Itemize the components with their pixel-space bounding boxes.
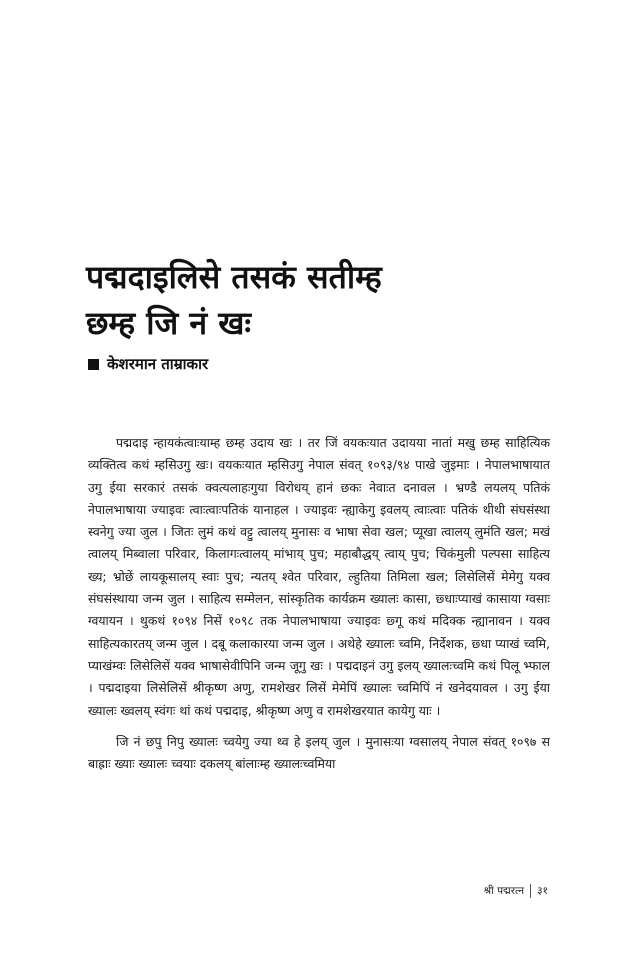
footer-separator [530, 884, 531, 898]
title-line-2: छम्ह जि नं खः [86, 304, 251, 342]
paragraph-2: जि नं छपु निपु ख्यालः च्वयेगु ज्या थ्व हे इलय् जुल । मुनासःया ग्वसालय् नेपाल संवत् १०९७ स बाह्राः ख्याः ख्यालः च्वयाः दकलय् बांलाःम्ह ख्यालःच्वमिया [88, 733, 550, 772]
title-line-1: पद्मदाइलिसे तसकं सतीम्ह [86, 258, 382, 296]
paragraph-1: पद्मदाइ न्हायकंत्वाःयाम्ह छम्ह उदाय खः । तर जिं वयकःयात उदायया नातां मखु छम्ह साहित्यिक व्यक्तित्व कथं म्हसिउगु खः। वयकःयात म्हसिउगु नेपाल संवत् १०९३/९४ पाखे जुइमाः । नेपालभाषायात उगु ईया सरकारं तसकं क्वत्यलाहःगुया विरोधय् हानं छकः नेवाःत दनावल । भ्रण्डै लयलय् पतिकं नेपालभाषाया ज्याइवः त्वाःत्वाःपतिकं यानाहल । ज्याइवः न्ह्याकेगु इवलय् त्वाःत्वाः पतिकं थीथी संघसंस्था स्वनेगु ज्या जुल । जितः लुमं कथं वट्टु त्वालय् मुनासः व भाषा सेवा खल; प्यूखा त्वालय् लुमंति खल; मखं त्वालय् मिब्वाला परिवार, किलागःत्वालय् मांभाय् पुच; महाबौद्धय् त्वाय् पुच; चिकंमुली पल्पसा साहित्य ख्य; भ्रोछें लायकूसालय् स्वाः पुच; न्यतय् श्वेत परिवार, ल्हुतिया तिमिला खल; लिसेलिसें मेमेगु यक्व संघसंस्थाया जन्म जुल । साहित्य सम्मेलन, सांस्कृतिक कार्यक्रम ख्यालः कासा, छ्धाःप्याखं कासाया ग्वसाः ग्वयायन । थुकथं १०९४ निसें १०९८ तक नेपालभाषाया ज्याइवः छ्गू कथं मदिक्क न्ह्यानावन । यक्व साहित्यकारतय् जन्म जुल । दबू कलाकारया जन्म जुल । अथेहे ख्यालः च्वमि, निर्देशक, छ्धा प्याखं च्वमि, प्याखंम्वः लिसेलिसें यक्व भाषासेवीपिनि जन्म जूगु खः । पद्मदाइनं उगु इलय् ख्यालःच्वमि कथं पिलू भ्फाल । पद्मदाइया लिसेलिसें श्रीकृष्ण अणु, रामशेखर लिसें मेमेपिं ख्यालः च्वमिपिं नं खनेदयावल । उगु ईया ख्यालः ख्वलय् स्वंगः थां कथं पद्मदाइ, श्रीकृष्ण अणु व रामशेखरयात कायेगु याः । [88, 435, 550, 718]
article-body [88, 432, 550, 784]
page-footer [484, 884, 548, 898]
author-byline [88, 354, 208, 374]
author-name: केशरमान ताम्राकार [107, 355, 209, 373]
running-book-title: श्री पद्मरत्न [483, 885, 525, 897]
square-bullet-icon [88, 359, 99, 370]
article-title [86, 254, 566, 346]
page-number: ३१ [537, 885, 548, 897]
